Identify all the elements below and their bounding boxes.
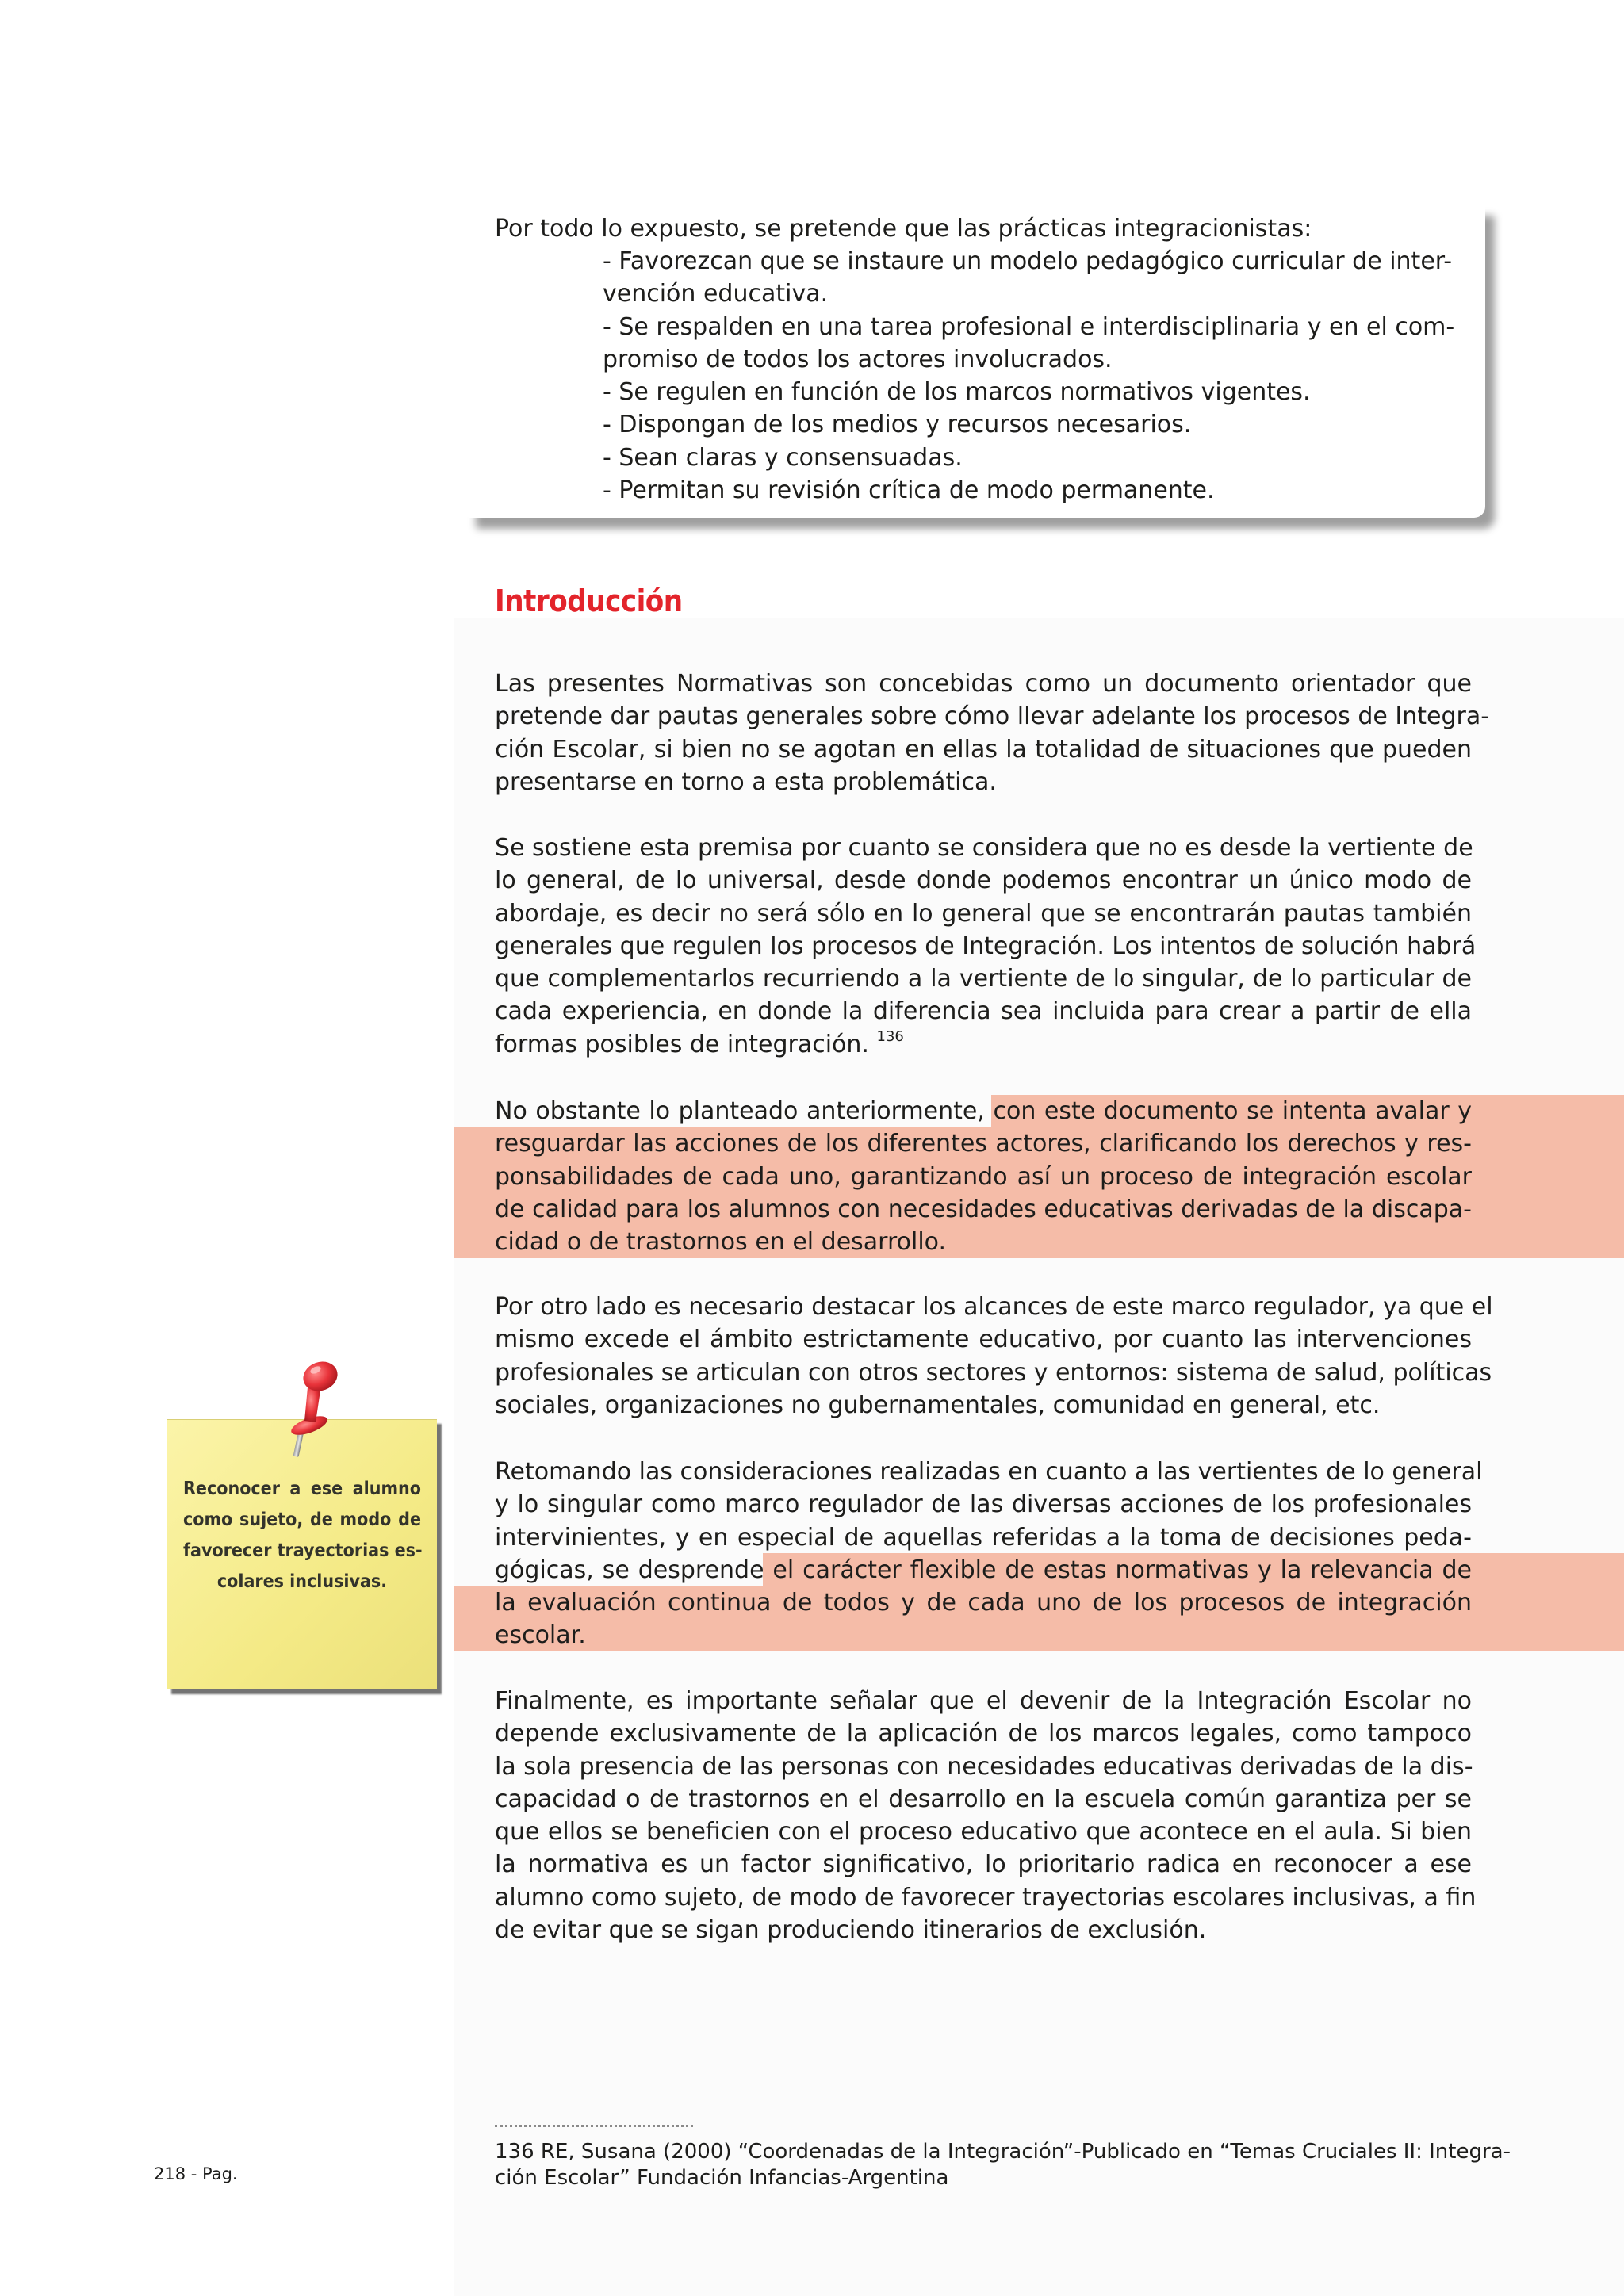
text-line <box>495 1028 1472 1061</box>
text-line: intervinientes, y en especial de aquellas referidas a la toma de decisiones peda- <box>495 1523 1472 1552</box>
text-line: abordaje, es decir no será sólo en lo general que se encontrarán pautas también <box>495 899 1472 928</box>
text-line: la normativa es un factor significativo, lo prioritario radica en reconocer a ese <box>495 1850 1472 1879</box>
list-item: - Favorezcan que se instaure un modelo pedagógico curricular de inter- <box>603 247 1453 275</box>
text-line: de calidad para los alumnos con necesidades educativas derivadas de la discapa- <box>495 1195 1472 1223</box>
footnote-ref[interactable]: 136 <box>876 1027 904 1045</box>
pushpin-icon <box>282 1356 362 1459</box>
text-line: gógicas, se desprende el carácter flexible de estas normativas y la relevancia de <box>495 1556 1472 1584</box>
paragraph-6 <box>495 1685 1477 1946</box>
list-item: promiso de todos los actores involucrados. <box>603 345 1113 373</box>
paragraph-3 <box>495 1095 1472 1258</box>
text-line-content: formas posibles de integración. <box>495 1030 877 1058</box>
text-line: Las presentes Normativas son concebidas como un documento orientador que <box>495 670 1472 698</box>
text-line: Se sostiene esta premisa por cuanto se considera que no es desde la vertiente de <box>495 834 1473 862</box>
text-line: Por otro lado es necesario destacar los alcances de este marco regulador, ya que el <box>495 1293 1493 1321</box>
list-item: - Se respalden en una tarea profesional e interdisciplinaria y en el com- <box>603 312 1455 341</box>
text-line: de evitar que se sigan produciendo itinerarios de exclusión. <box>495 1916 1207 1945</box>
list-item: - Sean claras y consensuadas. <box>603 443 963 472</box>
text-line: que ellos se beneficien con el proceso educativo que acontece en el aula. Si bien <box>495 1818 1472 1846</box>
text-line: depende exclusivamente de la aplicación de los marcos legales, como tampoco <box>495 1720 1472 1748</box>
text-line: mismo excede el ámbito estrictamente educativo, por cuanto las intervenciones <box>495 1326 1472 1354</box>
text-line: escolar. <box>495 1621 586 1650</box>
summary-box <box>466 205 1485 518</box>
footnote-line: ción Escolar” Fundación Infancias-Argentina <box>495 2166 949 2190</box>
text-line: presentarse en torno a esta problemática. <box>495 767 997 796</box>
text-line: cada experiencia, en donde la diferencia sea incluida para crear a partir de ella <box>495 997 1472 1026</box>
list-item: - Dispongan de los medios y recursos necesarios. <box>603 411 1192 439</box>
text-line: que complementarlos recurriendo a la vertiente de lo singular, de lo particular de <box>495 965 1472 993</box>
text-line: y lo singular como marco regulador de las diversas acciones de los profesionales <box>495 1490 1472 1519</box>
text-line: generales que regulen los procesos de Integración. Los intentos de solución habrá <box>495 932 1477 960</box>
text-line: cidad o de trastornos en el desarrollo. <box>495 1228 947 1257</box>
text-line: ción Escolar, si bien no se agotan en ellas la totalidad de situaciones que pueden <box>495 735 1472 763</box>
text-line: profesionales se articulan con otros sectores y entornos: sistema de salud, políticas <box>495 1358 1492 1387</box>
paragraph-4 <box>495 1291 1493 1422</box>
footnote <box>495 2139 1511 2191</box>
summary-list <box>603 245 1457 507</box>
page-number: 218 - Pag. <box>154 2164 238 2183</box>
text-line: pretende dar pautas generales sobre cómo llevar adelante los procesos de Integra- <box>495 702 1490 731</box>
text-line: capacidad o de trastornos en el desarrollo en la escuela común garantiza per se <box>495 1785 1472 1813</box>
list-item: - Permitan su revisión crítica de modo permanente. <box>603 476 1215 505</box>
text-line: la sola presencia de las personas con necesidades educativas derivadas de la dis- <box>495 1752 1473 1781</box>
list-item: vención educativa. <box>603 280 829 308</box>
paragraph-5 <box>495 1456 1483 1652</box>
list-item: - Se regulen en función de los marcos normativos vigentes. <box>603 378 1311 407</box>
note-line: como sujeto, de modo de <box>183 1510 421 1530</box>
paragraph-1 <box>495 668 1490 798</box>
footnote-line: 136 RE, Susana (2000) “Coordenadas de la Integración”-Publicado en “Temas Cruciales II: Integra- <box>495 2140 1511 2164</box>
sticky-note <box>167 1419 437 1689</box>
text-line: resguardar las acciones de los diferentes actores, clarificando los derechos y res- <box>495 1130 1472 1158</box>
text-line: lo general, de lo universal, desde donde podemos encontrar un único modo de <box>495 867 1472 895</box>
text-line: ponsabilidades de cada uno, garantizando así un proceso de integración escolar <box>495 1162 1472 1191</box>
text-line: No obstante lo planteado anteriormente, con este documento se intenta avalar y <box>495 1097 1472 1125</box>
text-line: alumno como sujeto, de modo de favorecer trayectorias escolares inclusivas, a fin <box>495 1883 1477 1911</box>
sticky-note-text <box>183 1474 421 1598</box>
text-line: sociales, organizaciones no gubernamentales, comunidad en general, etc. <box>495 1391 1381 1419</box>
note-line: favorecer trayectorias es- <box>183 1540 423 1561</box>
text-line: Retomando las consideraciones realizadas en cuanto a las vertientes de lo general <box>495 1458 1483 1486</box>
summary-lead: Por todo lo expuesto, se pretende que las prácticas integracionistas: <box>495 215 1312 243</box>
text-line: Finalmente, es importante señalar que el devenir de la Integración Escolar no <box>495 1687 1472 1715</box>
footnote-separator <box>495 2125 693 2127</box>
text-line: la evaluación continua de todos y de cada uno de los procesos de integración <box>495 1589 1472 1617</box>
section-heading: Introducción <box>495 584 683 618</box>
note-line: Reconocer a ese alumno <box>183 1479 421 1499</box>
paragraph-2 <box>495 832 1477 1061</box>
note-line: colares inclusivas. <box>216 1571 388 1592</box>
